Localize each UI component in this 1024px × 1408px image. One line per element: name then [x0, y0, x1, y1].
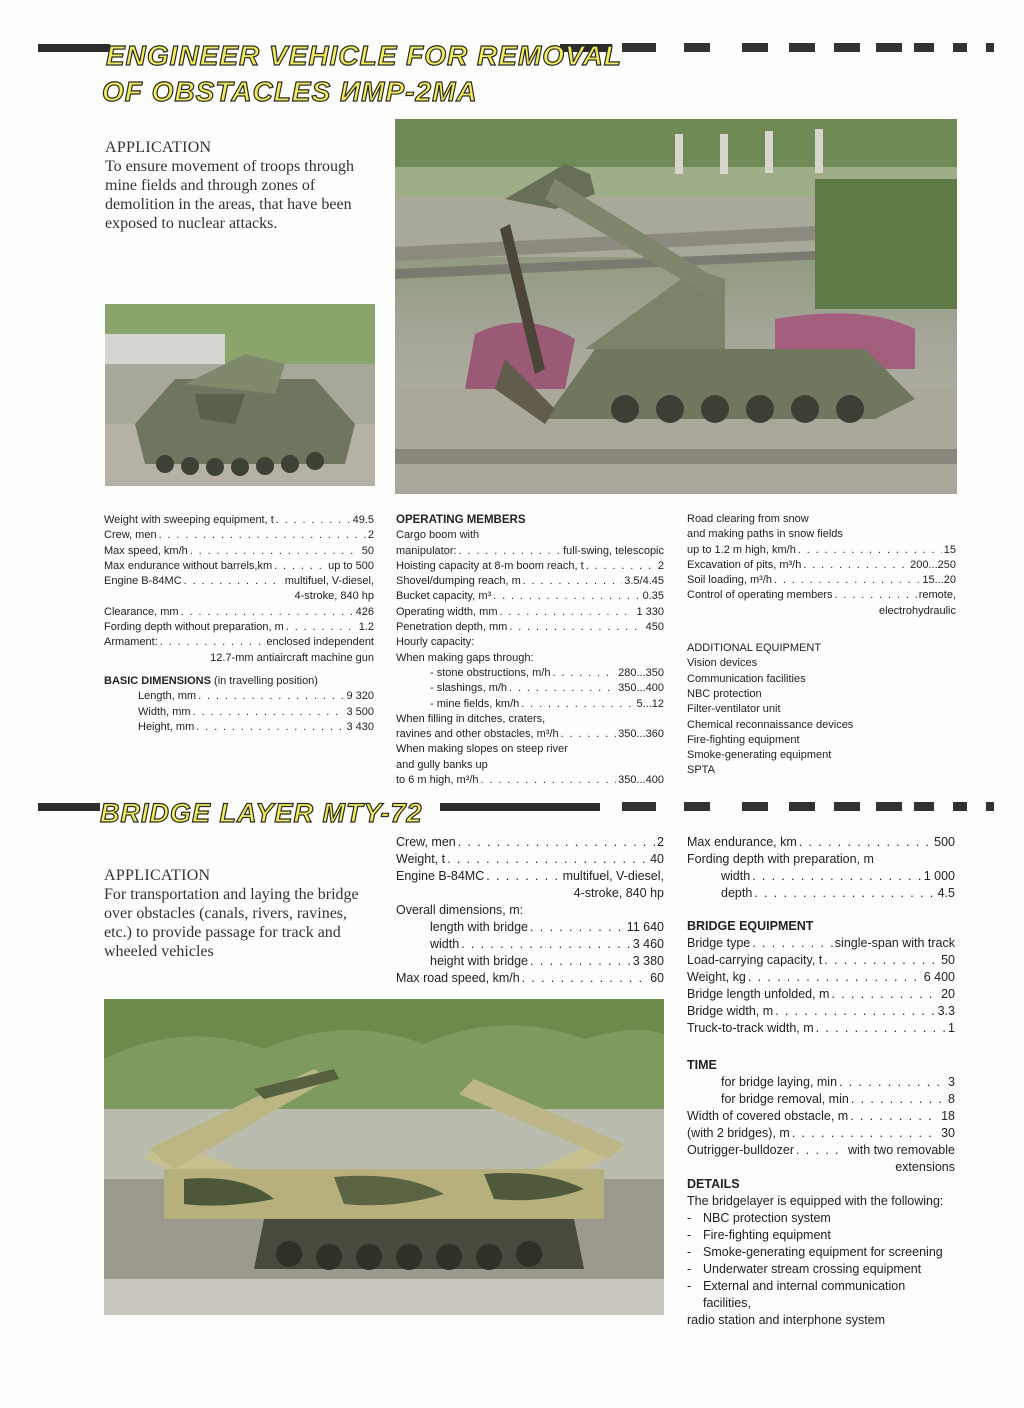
- spec-row: Excavation of pits, m³/h . . . 200...250: [687, 558, 956, 573]
- dim-row: Length, mm . . . 9 320: [138, 689, 374, 704]
- spec-row: Weight, kg . . . 6 400: [687, 969, 955, 986]
- header-bar-left: [38, 44, 110, 52]
- cargo-boom-line: Cargo boom with: [396, 529, 480, 542]
- spec-row: Max endurance, km . . . 500: [687, 834, 955, 851]
- spec-row: Bridge length unfolded, m . . . 20: [687, 986, 955, 1003]
- filling-line: When filling in ditches, craters,: [396, 712, 546, 725]
- engine-continuation: 4-stroke, 840 hp: [294, 590, 374, 603]
- spec-row: Armament: . . . enclosed independent: [104, 635, 374, 650]
- section-title-mtu: BRIDGE LAYER MTY-72: [100, 798, 423, 828]
- outrigger-continuation: extensions: [895, 1160, 955, 1174]
- basic-dimensions-heading: BASIC DIMENSIONS (in travelling position): [104, 674, 318, 687]
- spec-row: Bucket capacity, m³ . . . 0.35: [396, 589, 664, 604]
- details-item: - NBC protection system: [687, 1211, 831, 1225]
- spec-row: to 6 m high, m³/h . . . 350...400: [396, 773, 664, 788]
- spec-row: (with 2 bridges), m . . . 30: [687, 1125, 955, 1142]
- imr-secondary-photo: [105, 304, 375, 486]
- road-clearing-line2: and making paths in snow fields: [687, 528, 843, 541]
- spec-row: Max speed, km/h . . . 50: [104, 544, 374, 559]
- additional-item: Smoke-generating equipment: [687, 749, 832, 762]
- spec-row: Shovel/dumping reach, m . . . 3.5/4.45: [396, 574, 664, 589]
- spec-row: Clearance, mm . . . 426: [104, 605, 374, 620]
- fording-row: width . . . 1 000: [721, 868, 955, 885]
- details-intro: The bridgelayer is equipped with the following:: [687, 1194, 944, 1208]
- details-heading: DETAILS: [687, 1177, 740, 1191]
- spec-row: Control of operating members . . . remote,: [687, 588, 956, 603]
- details-item: - Smoke-generating equipment for screening: [687, 1245, 943, 1259]
- additional-item: Chemical reconnaissance devices: [687, 718, 854, 731]
- additional-item: NBC protection: [687, 687, 762, 700]
- control-continuation: electrohydraulic: [878, 604, 956, 617]
- additional-item: Filter-ventilator unit: [687, 703, 781, 716]
- additional-item: Communication facilities: [687, 672, 806, 685]
- spec-row: Load-carrying capacity, t . . . 50: [687, 952, 955, 969]
- spec-row: Bridge type . . . single-span with track: [687, 935, 955, 952]
- details-last-line: radio station and interphone system: [687, 1313, 886, 1327]
- engine-continuation: 4-stroke, 840 hp: [573, 886, 664, 900]
- spec-row: Soil loading, m³/h . . . 15...20: [687, 573, 956, 588]
- imr-application: [105, 138, 355, 233]
- gap-row: - slashings, m/h . . . 350...400: [430, 681, 664, 696]
- spec-row: Truck-to-track width, m . . . 1: [687, 1020, 955, 1037]
- application-text: For transportation and laying the bridge over obstacles (canals, rivers, ravines, etc.) to provide passage for track and wheeled vehicles: [104, 886, 359, 960]
- additional-item: SPTA: [687, 764, 715, 777]
- header2-bar-mid: [440, 803, 600, 811]
- fording-line: Fording depth with preparation, m: [687, 852, 874, 866]
- imr-specs-col1: [104, 513, 374, 735]
- spec-row: Penetration depth, mm . . . 450: [396, 620, 664, 635]
- dim-row: Width, mm . . . 3 500: [138, 705, 374, 720]
- slopes-line2: and gully banks up: [396, 758, 488, 771]
- time-row: for bridge laying, min . . . 3: [721, 1074, 955, 1091]
- section-title-imr-line1: ENGINEER VEHICLE FOR REMOVAL: [106, 40, 622, 71]
- spec-row: Operating width, mm . . . 1 330: [396, 605, 664, 620]
- section-title-imr-line2: OF OBSTACLES ИМР-2МА: [102, 76, 478, 107]
- spec-row: Weight with sweeping equipment, t . . . 49.5: [104, 513, 374, 528]
- mtu-application: [104, 866, 366, 961]
- spec-row: Crew, men . . . 2: [396, 834, 664, 851]
- details-item: - Fire-fighting equipment: [687, 1228, 831, 1242]
- operating-members-heading: OPERATING MEMBERS: [396, 514, 526, 526]
- imr-specs-col3: [687, 512, 956, 779]
- slopes-line1: When making slopes on steep river: [396, 743, 568, 756]
- spec-row: Engine B-84MC . . . multifuel, V-diesel,: [396, 868, 664, 885]
- dim-row: Height, mm . . . 3 430: [138, 720, 374, 735]
- dim-row: width . . . 3 460: [430, 936, 664, 953]
- time-heading: TIME: [687, 1058, 717, 1072]
- time-row: for bridge removal, min . . . 8: [721, 1091, 955, 1108]
- spec-row: Engine B-84MC . . . multifuel, V-diesel,: [104, 574, 374, 589]
- spec-row: Max endurance without barrels,km . . . up to 500: [104, 559, 374, 574]
- application-heading: APPLICATION: [105, 139, 212, 156]
- details-item: - External and internal communication facilities,: [687, 1279, 906, 1310]
- additional-equipment-heading: ADDITIONAL EQUIPMENT: [687, 642, 822, 655]
- spec-row: Crew, men . . . 2: [104, 528, 374, 543]
- mtu-specs-col3: [687, 834, 955, 1329]
- imr-specs-col2: [396, 513, 664, 788]
- dim-row: height with bridge . . . 3 380: [430, 953, 664, 970]
- additional-item: Vision devices: [687, 657, 758, 670]
- spec-row: Bridge width, m . . . 3.3: [687, 1003, 955, 1020]
- road-clearing-line1: Road clearing from snow: [687, 513, 809, 525]
- gaps-line: When making gaps through:: [396, 651, 534, 664]
- fording-row: depth . . . 4.5: [721, 885, 955, 902]
- bridge-equipment-heading: BRIDGE EQUIPMENT: [687, 919, 814, 933]
- spec-row: up to 1.2 m high, km/h . . . 15: [687, 543, 956, 558]
- mtu-specs-col2: [396, 834, 664, 987]
- application-heading: APPLICATION: [104, 867, 211, 884]
- dim-row: length with bridge . . . 11 640: [430, 919, 664, 936]
- spec-row: manipulator: . . . full-swing, telescopic: [396, 544, 664, 559]
- spec-row: Max road speed, km/h . . . 60: [396, 970, 664, 987]
- mtu-photo: [104, 999, 664, 1315]
- application-text: To ensure movement of troops through mine fields and through zones of demolition in the areas, that have been exposed to nuclear attacks.: [105, 158, 355, 232]
- armament-continuation: 12.7-mm antiaircraft machine gun: [210, 651, 374, 664]
- spec-row: Outrigger-bulldozer . . . with two removable: [687, 1142, 955, 1159]
- details-item: - Underwater stream crossing equipment: [687, 1262, 922, 1276]
- hourly-capacity-line: Hourly capacity:: [396, 636, 475, 649]
- spec-row: Fording depth without preparation, m . . . 1.2: [104, 620, 374, 635]
- header2-bar-left: [38, 803, 100, 811]
- gap-row: - mine fields, km/h . . . 5...12: [430, 697, 664, 712]
- spec-row: Width of covered obstacle, m . . . 18: [687, 1108, 955, 1125]
- overall-dimensions-line: Overall dimensions, m:: [396, 903, 524, 917]
- spec-row: ravines and other obstacles, m³/h . . . 350...360: [396, 727, 664, 742]
- spec-row: Hoisting capacity at 8-m boom reach, t . . . 2: [396, 559, 664, 574]
- gap-row: - stone obstructions, m/h . . . 280...350: [430, 666, 664, 681]
- spec-row: Weight, t . . . 40: [396, 851, 664, 868]
- additional-item: Fire-fighting equipment: [687, 733, 800, 746]
- imr-main-photo: [395, 119, 957, 494]
